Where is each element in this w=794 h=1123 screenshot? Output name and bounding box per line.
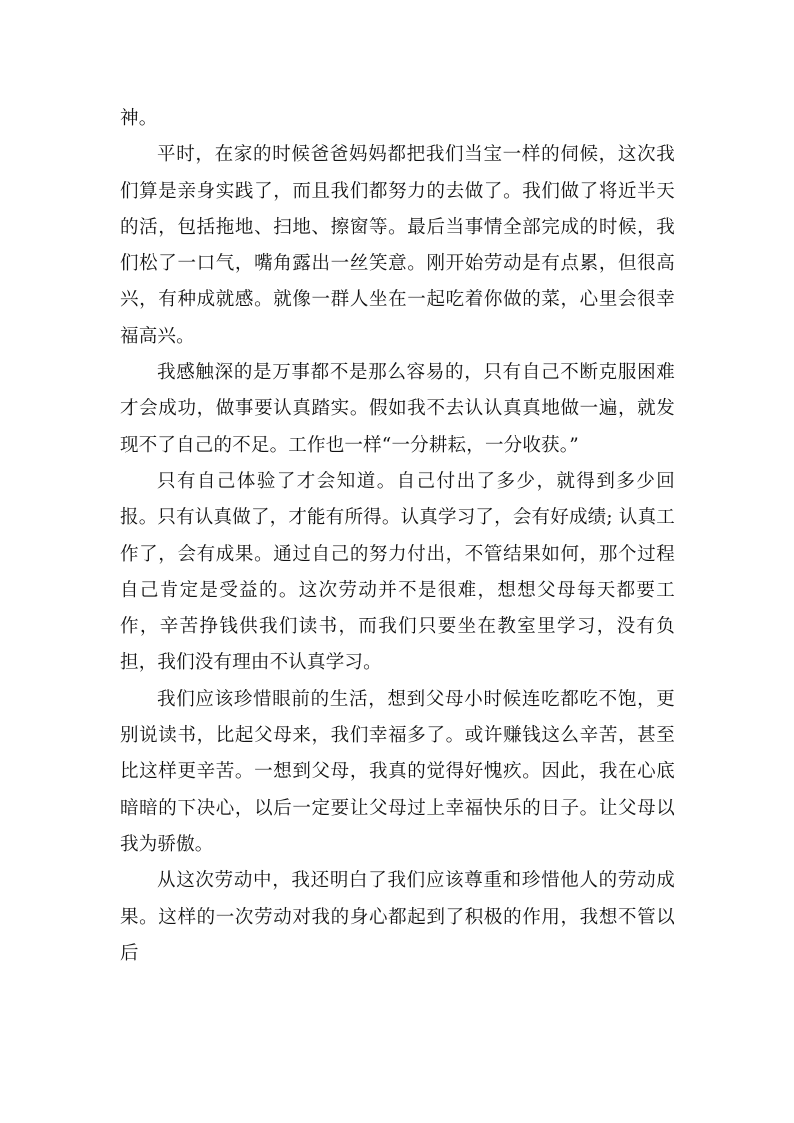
paragraph-gratitude-parents: 我们应该珍惜眼前的生活，想到父母小时候连吃都吃不饱，更别说读书，比起父母来，我们幸福多了。或许赚钱这么辛苦，甚至比这样更辛苦。一想到父母，我真的觉得好愧疚。因此，我在心底暗暗的下决心，以后一定要让父母过上幸福快乐的日子。让父母以我为骄傲。 (120, 688, 675, 855)
paragraph-respect-labor: 从这次劳动中，我还明白了我们应该尊重和珍惜他人的劳动成果。这样的一次劳动对我的身心都起到了积极的作用，我想不管以后 (120, 870, 675, 964)
paragraph-reflection: 我感触深的是万事都不是那么容易的，只有自己不断克服困难才会成功，做事要认真踏实。假如我不去认认真真地做一遍，就发现不了自己的不足。工作也一样“一分耕耘，一分收获。” (120, 362, 675, 456)
document-body (120, 101, 675, 972)
paragraph-labor-experience: 平时，在家的时候爸爸妈妈都把我们当宝一样的伺候，这次我们算是亲身实践了，而且我们都努力的去做了。我们做了将近半天的活，包括拖地、扫地、擦窗等。最后当事情全部完成的时候，我们松了一口气，嘴角露出一丝笑意。刚开始劳动是有点累，但很高兴，有种成就感。就像一群人坐在一起吃着你做的菜，心里会很幸福高兴。 (120, 144, 675, 347)
paragraph-continuation: 神。 (120, 108, 158, 129)
paragraph-effort-reward: 只有自己体验了才会知道。自己付出了多少，就得到多少回报。只有认真做了，才能有所得。认真学习了，会有好成绩; 认真工作了，会有成果。通过自己的努力付出，不管结果如何，那个过程自己肯定是受益的。这次劳动并不是很难，想想父母每天都要工作，辛苦挣钱供我们读书，而我们只要坐在教室里学习，没有负担，我们没有理由不认真学习。 (120, 470, 675, 674)
